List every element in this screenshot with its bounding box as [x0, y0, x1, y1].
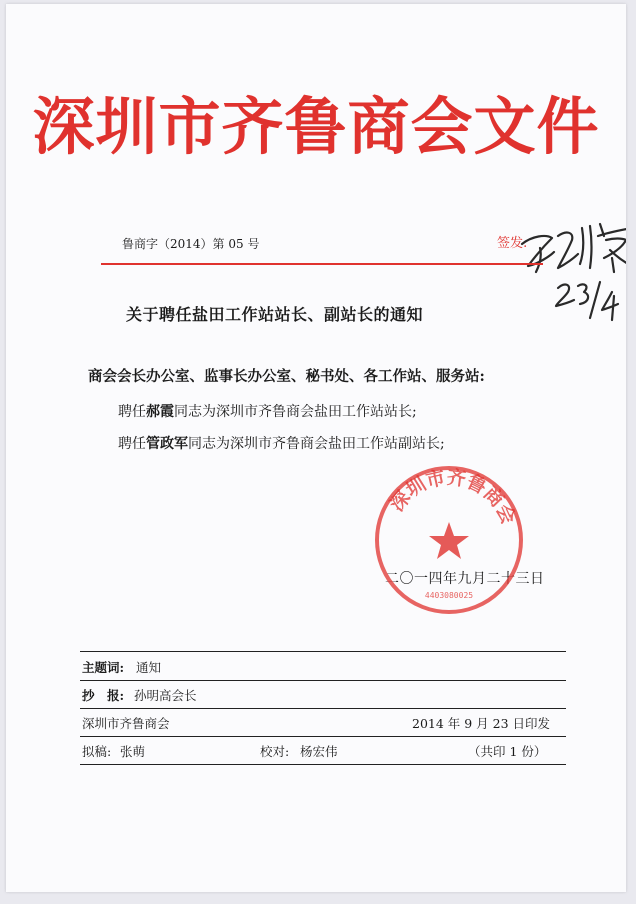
proofreader-label: 校对: [260, 744, 290, 759]
svg-text:深圳市齐鲁商会: 深圳市齐鲁商会 [385, 466, 520, 528]
issue-date: 2014 年 9 月 23 日印发 [412, 716, 551, 731]
subject-label: 主题词: [82, 660, 125, 675]
appointment-line-1 [118, 401, 417, 421]
appointee-name: 管政军 [146, 436, 188, 452]
footer-rule-2 [80, 680, 566, 681]
drafter-label: 拟稿: [82, 744, 112, 759]
proofreader-value: 杨宏伟 [300, 744, 338, 759]
recipients-line: 商会会长办公室、监事长办公室、秘书处、各工作站、服务站: [88, 368, 485, 385]
appointment-prefix: 聘任 [118, 436, 146, 452]
footer-rule-3 [80, 708, 566, 709]
official-seal [369, 460, 529, 620]
notice-title: 关于聘任盐田工作站站长、副站长的通知 [126, 305, 424, 324]
appointment-suffix: 同志为深圳市齐鲁商会盐田工作站副站长; [188, 436, 445, 452]
document-number: 鲁商字（2014）第 05 号 [122, 237, 260, 251]
drafter-value: 张萌 [120, 744, 146, 759]
appointment-suffix: 同志为深圳市齐鲁商会盐田工作站站长; [174, 404, 417, 420]
appointee-name: 郝霞 [146, 404, 174, 420]
document-date: 二〇一四年九月二十三日 [385, 571, 545, 587]
footer-rule-5 [80, 764, 566, 765]
cc-value: 孙明高会长 [134, 688, 197, 703]
footer-rule-1 [80, 651, 566, 652]
document-header-title: 深圳市齐鲁商会文件 [32, 90, 600, 163]
issuer-name: 深圳市齐鲁商会 [82, 716, 170, 731]
handwritten-signature [514, 206, 626, 326]
svg-text:4403080025: 4403080025 [424, 591, 474, 600]
header-red-rule [101, 263, 543, 265]
footer-rule-4 [80, 736, 566, 737]
cc-label: 抄 报: [82, 688, 125, 703]
signer-label: 签发: [497, 236, 528, 251]
appointment-line-2 [118, 433, 445, 453]
subject-value: 通知 [136, 660, 162, 675]
copies-count: （共印 1 份） [468, 744, 547, 759]
document-page [6, 4, 626, 892]
appointment-prefix: 聘任 [118, 404, 146, 420]
